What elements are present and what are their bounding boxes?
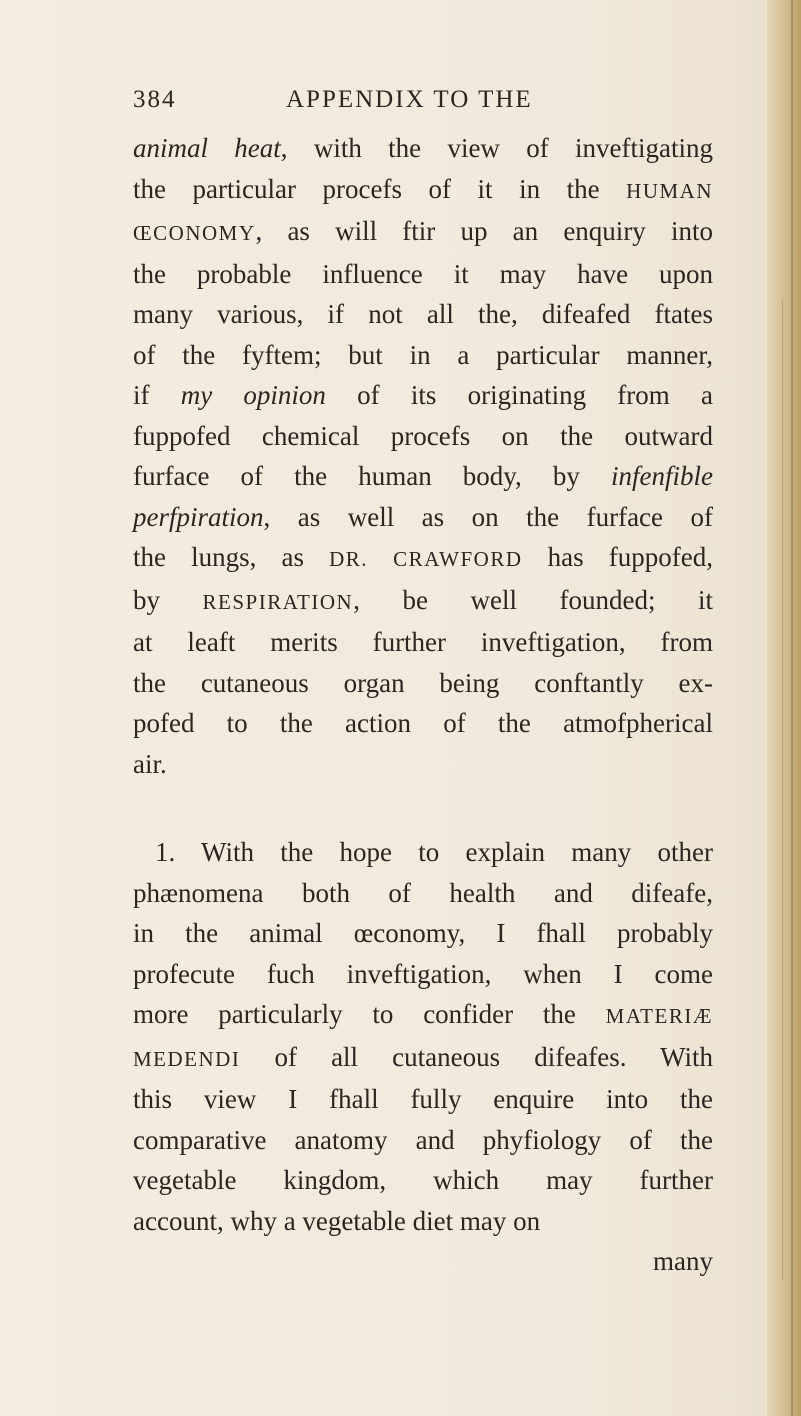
text-run: of its originating from a [325, 380, 713, 410]
text-line [133, 703, 713, 744]
text-run: of the fyftem; but in a particular manner, [133, 339, 713, 370]
text-line [133, 537, 713, 580]
text-line [133, 1079, 713, 1120]
text-run: pofed to the action of the atmofpherical [133, 708, 713, 738]
catchword: many [653, 1246, 713, 1276]
text-run: this view I fhall fully enquire into the [133, 1084, 713, 1114]
text-line [133, 580, 713, 623]
text-run: in the animal œconomy, I fhall probably [133, 918, 713, 948]
text-run: more particularly to confider the [133, 999, 606, 1029]
italic-text: perfpiration [133, 501, 264, 532]
text-line [133, 294, 713, 335]
small-caps-text: MEDENDI [133, 1046, 241, 1071]
text-line [133, 128, 713, 169]
paragraph [133, 832, 713, 1241]
text-line [133, 1120, 713, 1161]
small-caps-text: RESPIRATION [202, 589, 354, 614]
small-caps-text: MATERIÆ [605, 1004, 713, 1028]
text-run: , as well as on the furface of [263, 501, 713, 532]
page-edge-line [782, 300, 783, 1280]
text-line [133, 663, 713, 704]
text-run: at leaft merits further inveftigation, from [133, 627, 713, 657]
text-run: has fuppofed, [522, 542, 713, 572]
text-line [133, 211, 713, 254]
text-line [133, 497, 713, 538]
text-run: by [133, 584, 203, 615]
text-line [133, 1160, 713, 1201]
body-text [133, 128, 713, 1282]
text-line [133, 1201, 713, 1242]
text-run: furface of the human body, by [133, 461, 612, 491]
text-line [133, 375, 713, 416]
text-run: if [133, 380, 181, 410]
text-run: fuppofed chemical procefs on the outward [133, 420, 713, 451]
text-line [133, 744, 713, 785]
text-run: of all cutaneous difeafes. With [240, 1041, 713, 1072]
text-run: , as will ftir up an enquiry into [255, 216, 713, 246]
text-line [133, 954, 713, 995]
page-number: 384 [133, 86, 177, 113]
text-line [133, 1037, 713, 1080]
text-line [133, 994, 713, 1037]
page-header [133, 86, 733, 122]
text-run: the probable influence it may have upon [133, 258, 713, 289]
page-edge [767, 0, 801, 1416]
text-run: air. [133, 748, 167, 779]
small-caps-text: ŒCONOMY [133, 221, 256, 245]
small-caps-text: DR. CRAWFORD [329, 547, 523, 571]
text-run: , with the view of inveftigating [280, 133, 713, 163]
text-line [133, 416, 713, 457]
text-run: the cutaneous organ being conftantly ex- [133, 667, 713, 698]
text-line [133, 873, 713, 914]
italic-text: animal heat [133, 133, 281, 163]
paragraph [133, 128, 713, 784]
text-line [133, 913, 713, 954]
text-run: vegetable kingdom, which may further [133, 1165, 713, 1195]
running-head: APPENDIX TO THE [286, 86, 533, 113]
page-edge-line [791, 0, 793, 1416]
paragraph-gap [133, 784, 713, 832]
italic-text: infenfible [611, 461, 713, 491]
text-line [133, 622, 713, 663]
text-line [133, 456, 713, 497]
text-line [133, 254, 713, 295]
text-line [133, 832, 713, 873]
text-run: account, why a vegetable diet may on [133, 1205, 541, 1236]
text-run: 1. With the hope to explain many other [155, 837, 713, 867]
text-run: profecute fuch inveftigation, when I come [133, 958, 713, 989]
text-run: phænomena both of health and difeafe, [133, 877, 713, 908]
text-run: the lungs, as [133, 542, 330, 572]
italic-text: my opinion [180, 380, 326, 410]
text-run: the particular procefs of it in the [133, 173, 627, 204]
text-line [133, 169, 713, 212]
text-run: , be well founded; it [353, 584, 714, 615]
text-run: many various, if not all the, difeafed ftates [133, 299, 713, 329]
text-run: comparative anatomy and phyfiology of the [133, 1124, 713, 1155]
text-line [133, 335, 713, 376]
small-caps-text: HUMAN [626, 178, 713, 203]
